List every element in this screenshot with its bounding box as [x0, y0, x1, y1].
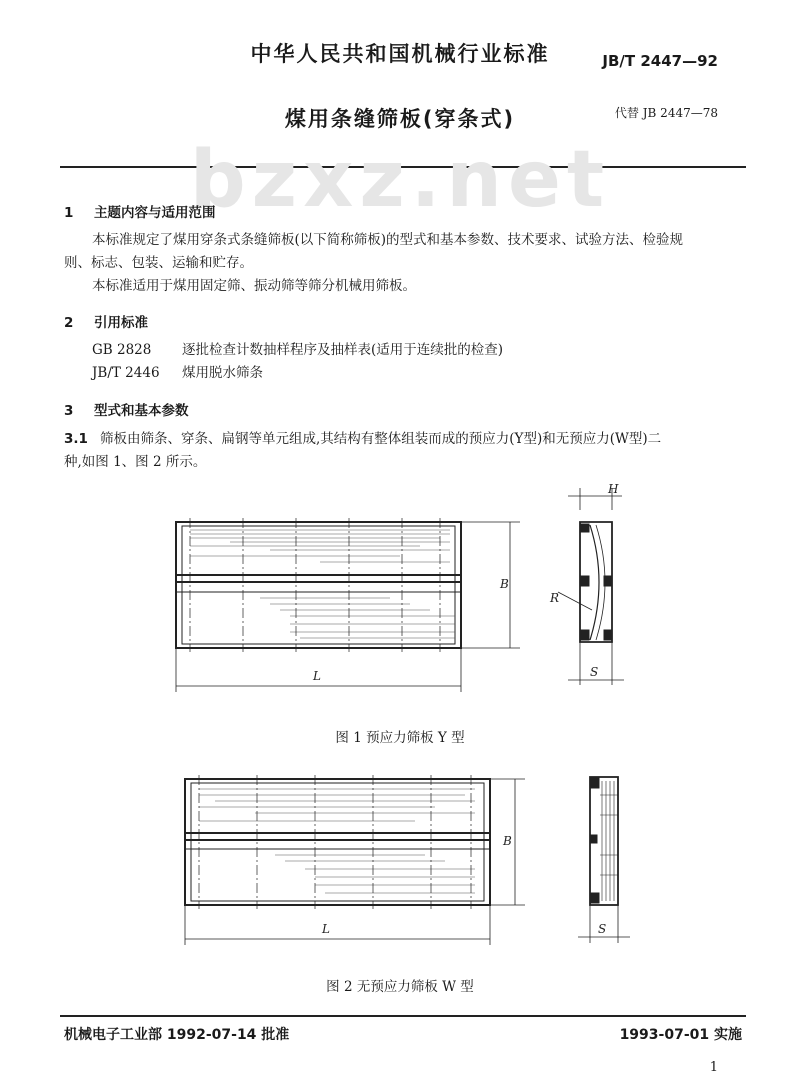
reference-title: 煤用脱水筛条 — [182, 365, 263, 381]
figure-2-side-view — [560, 765, 650, 950]
approval-line: 机械电子工业部 1992-07-14 批准 — [64, 1027, 290, 1043]
dimension-label-r: R — [550, 591, 560, 605]
section-1-heading — [64, 201, 216, 221]
section-2-heading — [64, 311, 148, 331]
section-1-paragraph-1: 本标准规定了煤用穿条式条缝筛板(以下简称筛板)的型式和基本参数、技术要求、试验方法、检验规 — [92, 232, 684, 248]
section-3-1-paragraph — [64, 428, 661, 450]
reference-code: GB 2828 — [92, 342, 152, 358]
subsection-text: 筛板由筛条、穿条、扁钢等单元组成,其结构有整体组装而成的预应力(Y型)和无预应力(W型)二 — [100, 431, 662, 447]
dimension-label-b: B — [503, 834, 512, 848]
implementation-date: 1993-07-01 实施 — [619, 1027, 742, 1043]
figure-2-caption: 图 2 无预应力筛板 W 型 — [326, 979, 474, 995]
page-number: 1 — [709, 1060, 718, 1075]
section-number: 3 — [64, 403, 74, 419]
section-number: 1 — [64, 205, 74, 221]
section-1-paragraph-1-cont: 则、标志、包装、运输和贮存。 — [64, 255, 253, 271]
replaces-note: 代替 JB 2447—78 — [614, 106, 718, 120]
dimension-label-s: S — [598, 922, 607, 936]
section-title: 引用标准 — [94, 315, 148, 331]
document-title: 煤用条缝筛板(穿条式) — [284, 107, 516, 131]
figure-1-side-view — [540, 480, 650, 695]
subsection-number: 3.1 — [64, 431, 88, 447]
watermark: bzxz.net — [189, 135, 611, 225]
dimension-label-l: L — [313, 669, 321, 683]
dimension-label-h: H — [608, 482, 619, 496]
dimension-label-b: B — [500, 577, 509, 591]
section-3-1-paragraph-cont: 种,如图 1、图 2 所示。 — [64, 454, 207, 470]
footer-rule — [60, 1015, 746, 1017]
dimension-label-s: S — [590, 665, 599, 679]
reference-title: 逐批检查计数抽样程序及抽样表(适用于连续批的检查) — [182, 342, 504, 358]
standard-code: JB/T 2447—92 — [602, 52, 718, 70]
figure-1-front-view — [170, 500, 530, 700]
dimension-label-l: L — [322, 922, 330, 936]
section-title: 主题内容与适用范围 — [94, 205, 216, 221]
figure-2-front-view — [175, 765, 535, 950]
reference-item — [92, 362, 263, 384]
section-1-paragraph-2: 本标准适用于煤用固定筛、振动筛等筛分机械用筛板。 — [92, 278, 416, 294]
reference-item — [92, 339, 503, 361]
standard-name: 中华人民共和国机械行业标准 — [250, 42, 550, 66]
section-title: 型式和基本参数 — [94, 403, 189, 419]
section-3-heading — [64, 399, 189, 419]
reference-code: JB/T 2446 — [92, 365, 160, 381]
figure-1-caption: 图 1 预应力筛板 Y 型 — [335, 730, 465, 746]
section-number: 2 — [64, 315, 74, 331]
